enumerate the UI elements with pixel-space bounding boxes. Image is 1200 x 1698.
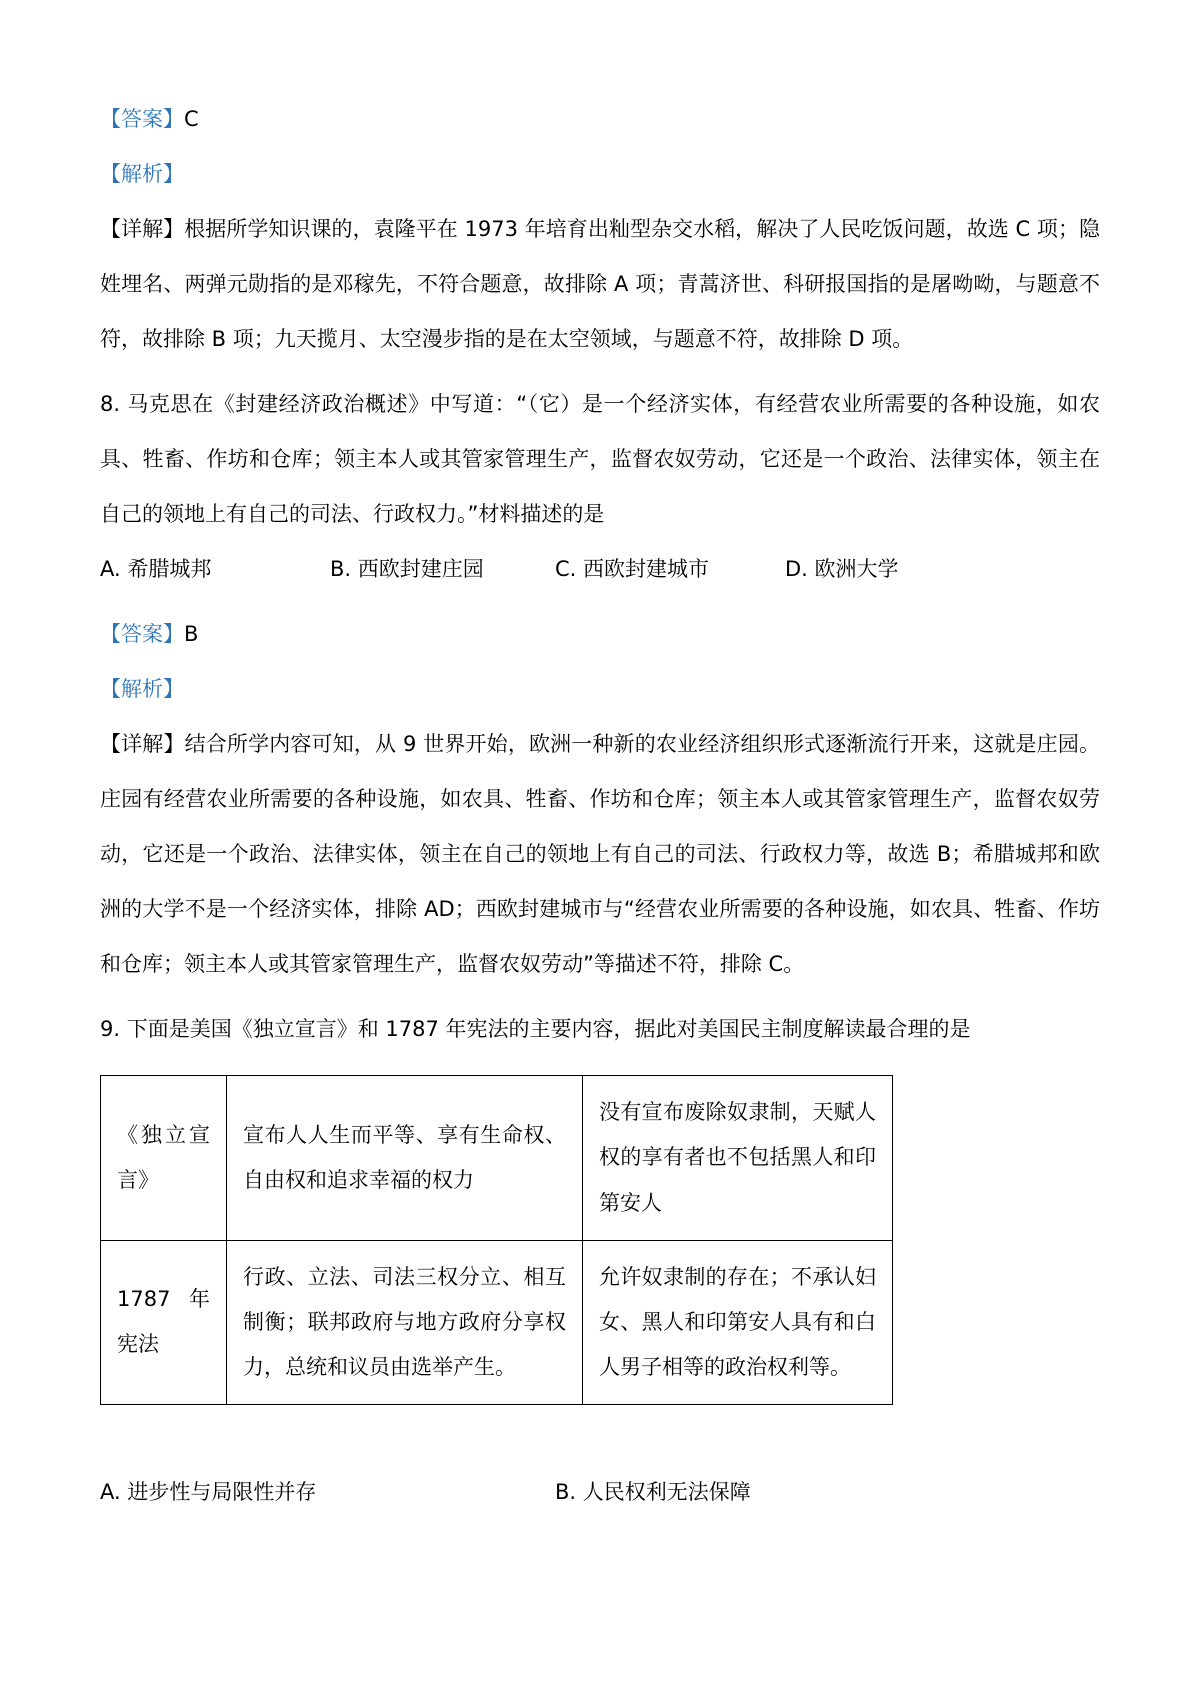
q7-answer-line <box>100 92 1100 147</box>
q7-answer-value: C <box>184 107 199 131</box>
table-row <box>101 1240 893 1404</box>
analysis-label: 【解析】 <box>100 162 184 187</box>
answer-label: 【答案】 <box>100 107 184 131</box>
q9-options-row <box>100 1465 1100 1520</box>
q8-option-d: D. 欧洲大学 <box>785 557 899 582</box>
q8-answer-line <box>100 607 1100 662</box>
table-cell-doc-name: 《独立宣言》 <box>101 1076 227 1240</box>
q9-option-b: B. 人民权利无法保障 <box>555 1480 751 1505</box>
detail-label: 【详解】 <box>100 732 185 757</box>
q8-options-row <box>100 542 1100 597</box>
q8-detail-text: 结合所学内容可知，从 9 世界开始，欧洲一种新的农业经济组织形式逐渐流行开来，这就是庄园。庄园有经营农业所需要的各种设施，如农具、牲畜、作坊和仓库；领主本人或其管家管理生产，监督农奴劳动，它还是一个政治、法律实体，领主在自己的领地上有自己的司法、行政权力等，故选 B；希腊城邦和欧洲的大学不是一个经济实体，排除 AD；西欧封建城市与“经营农业所需要的各种设施，如农具、牲畜、作坊和仓库；领主本人或其管家管理生产，监督农奴劳动”等描述不符，排除 C。 <box>100 732 1100 977</box>
q7-detail-text: 根据所学知识课的，袁隆平在 1973 年培育出籼型杂交水稻，解决了人民吃饭问题，故选 C 项；隐姓埋名、两弹元勋指的是邓稼先，不符合题意，故排除 A 项；青蒿济世、科研报国指的是屠呦呦，与题意不符，故排除 B 项；九天揽月、太空漫步指的是在太空领域，与题意不符，故排除 D 项。 <box>100 217 1101 352</box>
analysis-label: 【解析】 <box>100 677 184 702</box>
q8-option-c: C. 西欧封建城市 <box>555 557 710 582</box>
q7-analysis-line <box>100 147 1100 202</box>
q8-stem-text: 8. 马克思在《封建经济政治概述》中写道：“（它）是一个经济实体，有经营农业所需要的各种设施，如农具、牲畜、作坊和仓库；领主本人或其管家管理生产，监督农奴劳动，它还是一个政治、法律实体，领主在自己的领地上有自己的司法、行政权力。”材料描述的是 <box>100 392 1100 527</box>
q8-analysis-line <box>100 662 1100 717</box>
table-cell-doc-limitation: 没有宣布废除奴隶制，天赋人权的享有者也不包括黑人和印第安人 <box>583 1076 893 1240</box>
q8-answer-value: B <box>184 622 199 647</box>
q9-stem <box>100 1002 1100 1057</box>
answer-label: 【答案】 <box>100 622 184 647</box>
detail-label: 【详解】 <box>100 217 185 242</box>
q7-detail-paragraph <box>100 202 1100 367</box>
q9-stem-text: 9. 下面是美国《独立宣言》和 1787 年宪法的主要内容，据此对美国民主制度解读最合理的是 <box>100 1017 971 1042</box>
table-cell-doc-content: 宣布人人生而平等、享有生命权、自由权和追求幸福的权力 <box>227 1076 583 1240</box>
table-row <box>101 1076 893 1240</box>
q9-option-a: A. 进步性与局限性并存 <box>100 1480 317 1505</box>
q8-option-b: B. 西欧封建庄园 <box>330 557 484 582</box>
q8-option-a: A. 希腊城邦 <box>100 557 212 582</box>
q8-detail-paragraph <box>100 717 1100 992</box>
q9-comparison-table <box>100 1075 893 1405</box>
table-cell-doc-content: 行政、立法、司法三权分立、相互制衡；联邦政府与地方政府分享权力，总统和议员由选举产生。 <box>227 1240 583 1404</box>
q8-stem <box>100 377 1100 542</box>
table-cell-doc-limitation: 允许奴隶制的存在；不承认妇女、黑人和印第安人具有和白人男子相等的政治权利等。 <box>583 1240 893 1404</box>
table-cell-doc-name: 1787 年宪法 <box>101 1240 227 1404</box>
